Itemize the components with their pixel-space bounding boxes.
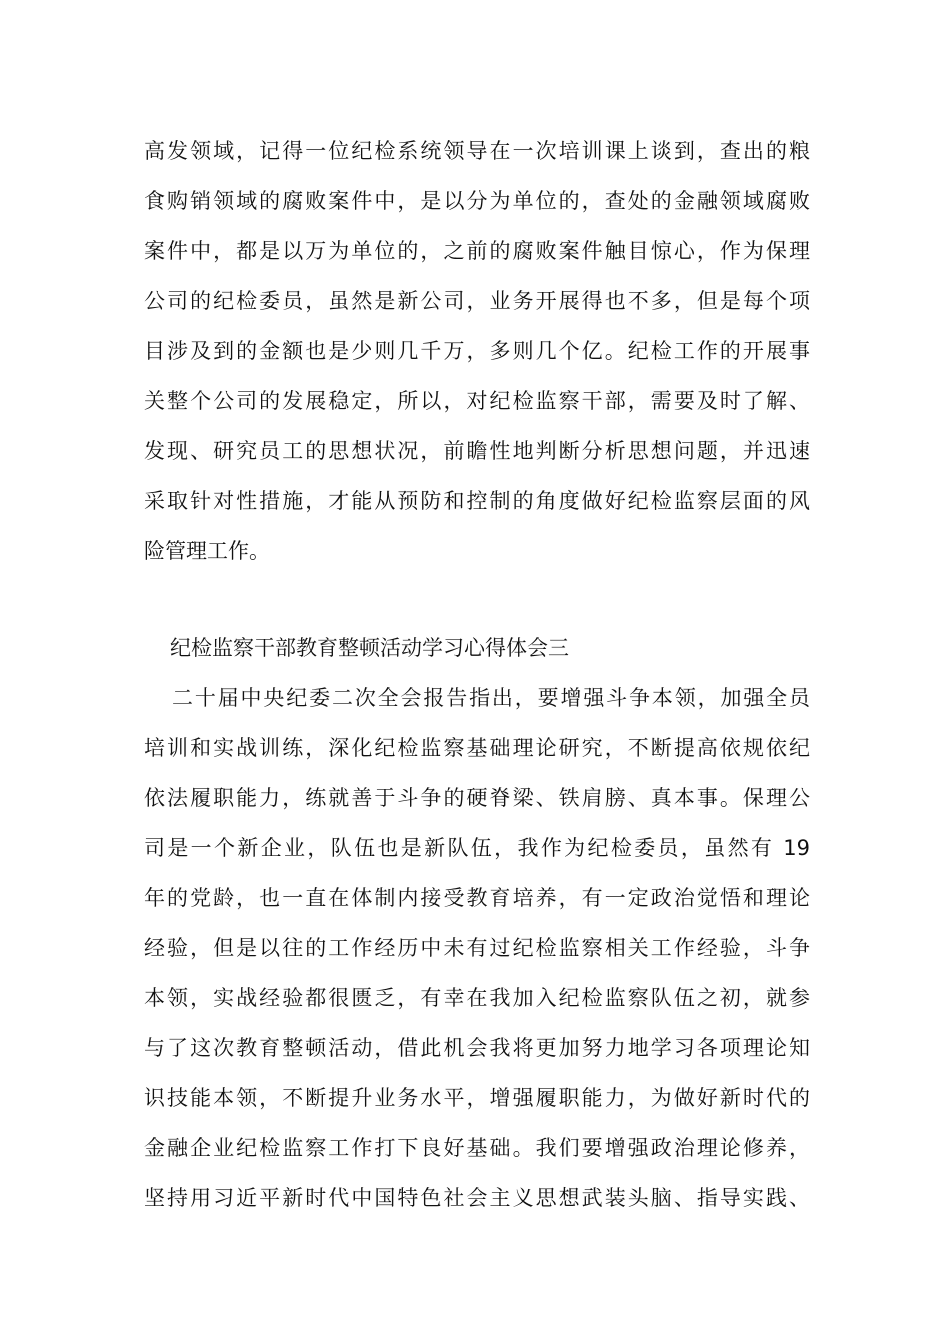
paragraph-2 [144,673,810,1223]
paragraph-line: 经验，但是以往的工作经历中未有过纪检监察相关工作经验，斗争 [144,936,810,960]
section-heading: 纪检监察干部教育整顿活动学习心得体会三 [170,636,569,660]
paragraph-line: 培训和实战训练，深化纪检监察基础理论研究，不断提高依规依纪 [144,736,810,760]
paragraph-line: 依法履职能力，练就善于斗争的硬脊梁、铁肩膀、真本事。保理公 [144,786,810,810]
paragraph-line: 险管理工作。 [144,539,270,563]
paragraph-line: 司是一个新企业，队伍也是新队伍，我作为纪检委员，虽然有 19 [144,836,810,860]
paragraph-line: 发现、研究员工的思想状况，前瞻性地判断分析思想问题，并迅速 [144,439,810,463]
paragraph-line: 采取针对性措施，才能从预防和控制的角度做好纪检监察层面的风 [144,489,810,513]
paragraph-line: 坚持用习近平新时代中国特色社会主义思想武装头脑、指导实践、 [144,1186,810,1210]
paragraph-line: 目涉及到的金额也是少则几千万，多则几个亿。纪检工作的开展事 [144,339,810,363]
paragraph-line: 关整个公司的发展稳定，所以，对纪检监察干部，需要及时了解、 [144,389,810,413]
paragraph-line: 与了这次教育整顿活动，借此机会我将更加努力地学习各项理论知 [144,1036,810,1060]
paragraph-line: 本领，实战经验都很匮乏，有幸在我加入纪检监察队伍之初，就参 [144,986,810,1010]
paragraph-line: 年的党龄，也一直在体制内接受教育培养，有一定政治觉悟和理论 [144,886,810,910]
paragraph-line: 识技能本领，不断提升业务水平，增强履职能力，为做好新时代的 [144,1086,810,1110]
paragraph-line: 公司的纪检委员，虽然是新公司，业务开展得也不多，但是每个项 [144,289,810,313]
paragraph-line: 案件中，都是以万为单位的，之前的腐败案件触目惊心，作为保理 [144,239,810,263]
paragraph-line: 食购销领域的腐败案件中，是以分为单位的，查处的金融领域腐败 [144,189,810,213]
paragraph-line: 金融企业纪检监察工作打下良好基础。我们要增强政治理论修养， [144,1136,810,1160]
paragraph-line: 高发领域，记得一位纪检系统领导在一次培训课上谈到，查出的粮 [144,139,810,163]
paragraph-line: 二十届中央纪委二次全会报告指出，要增强斗争本领，加强全员 [172,686,810,710]
paragraph-1 [144,126,810,576]
